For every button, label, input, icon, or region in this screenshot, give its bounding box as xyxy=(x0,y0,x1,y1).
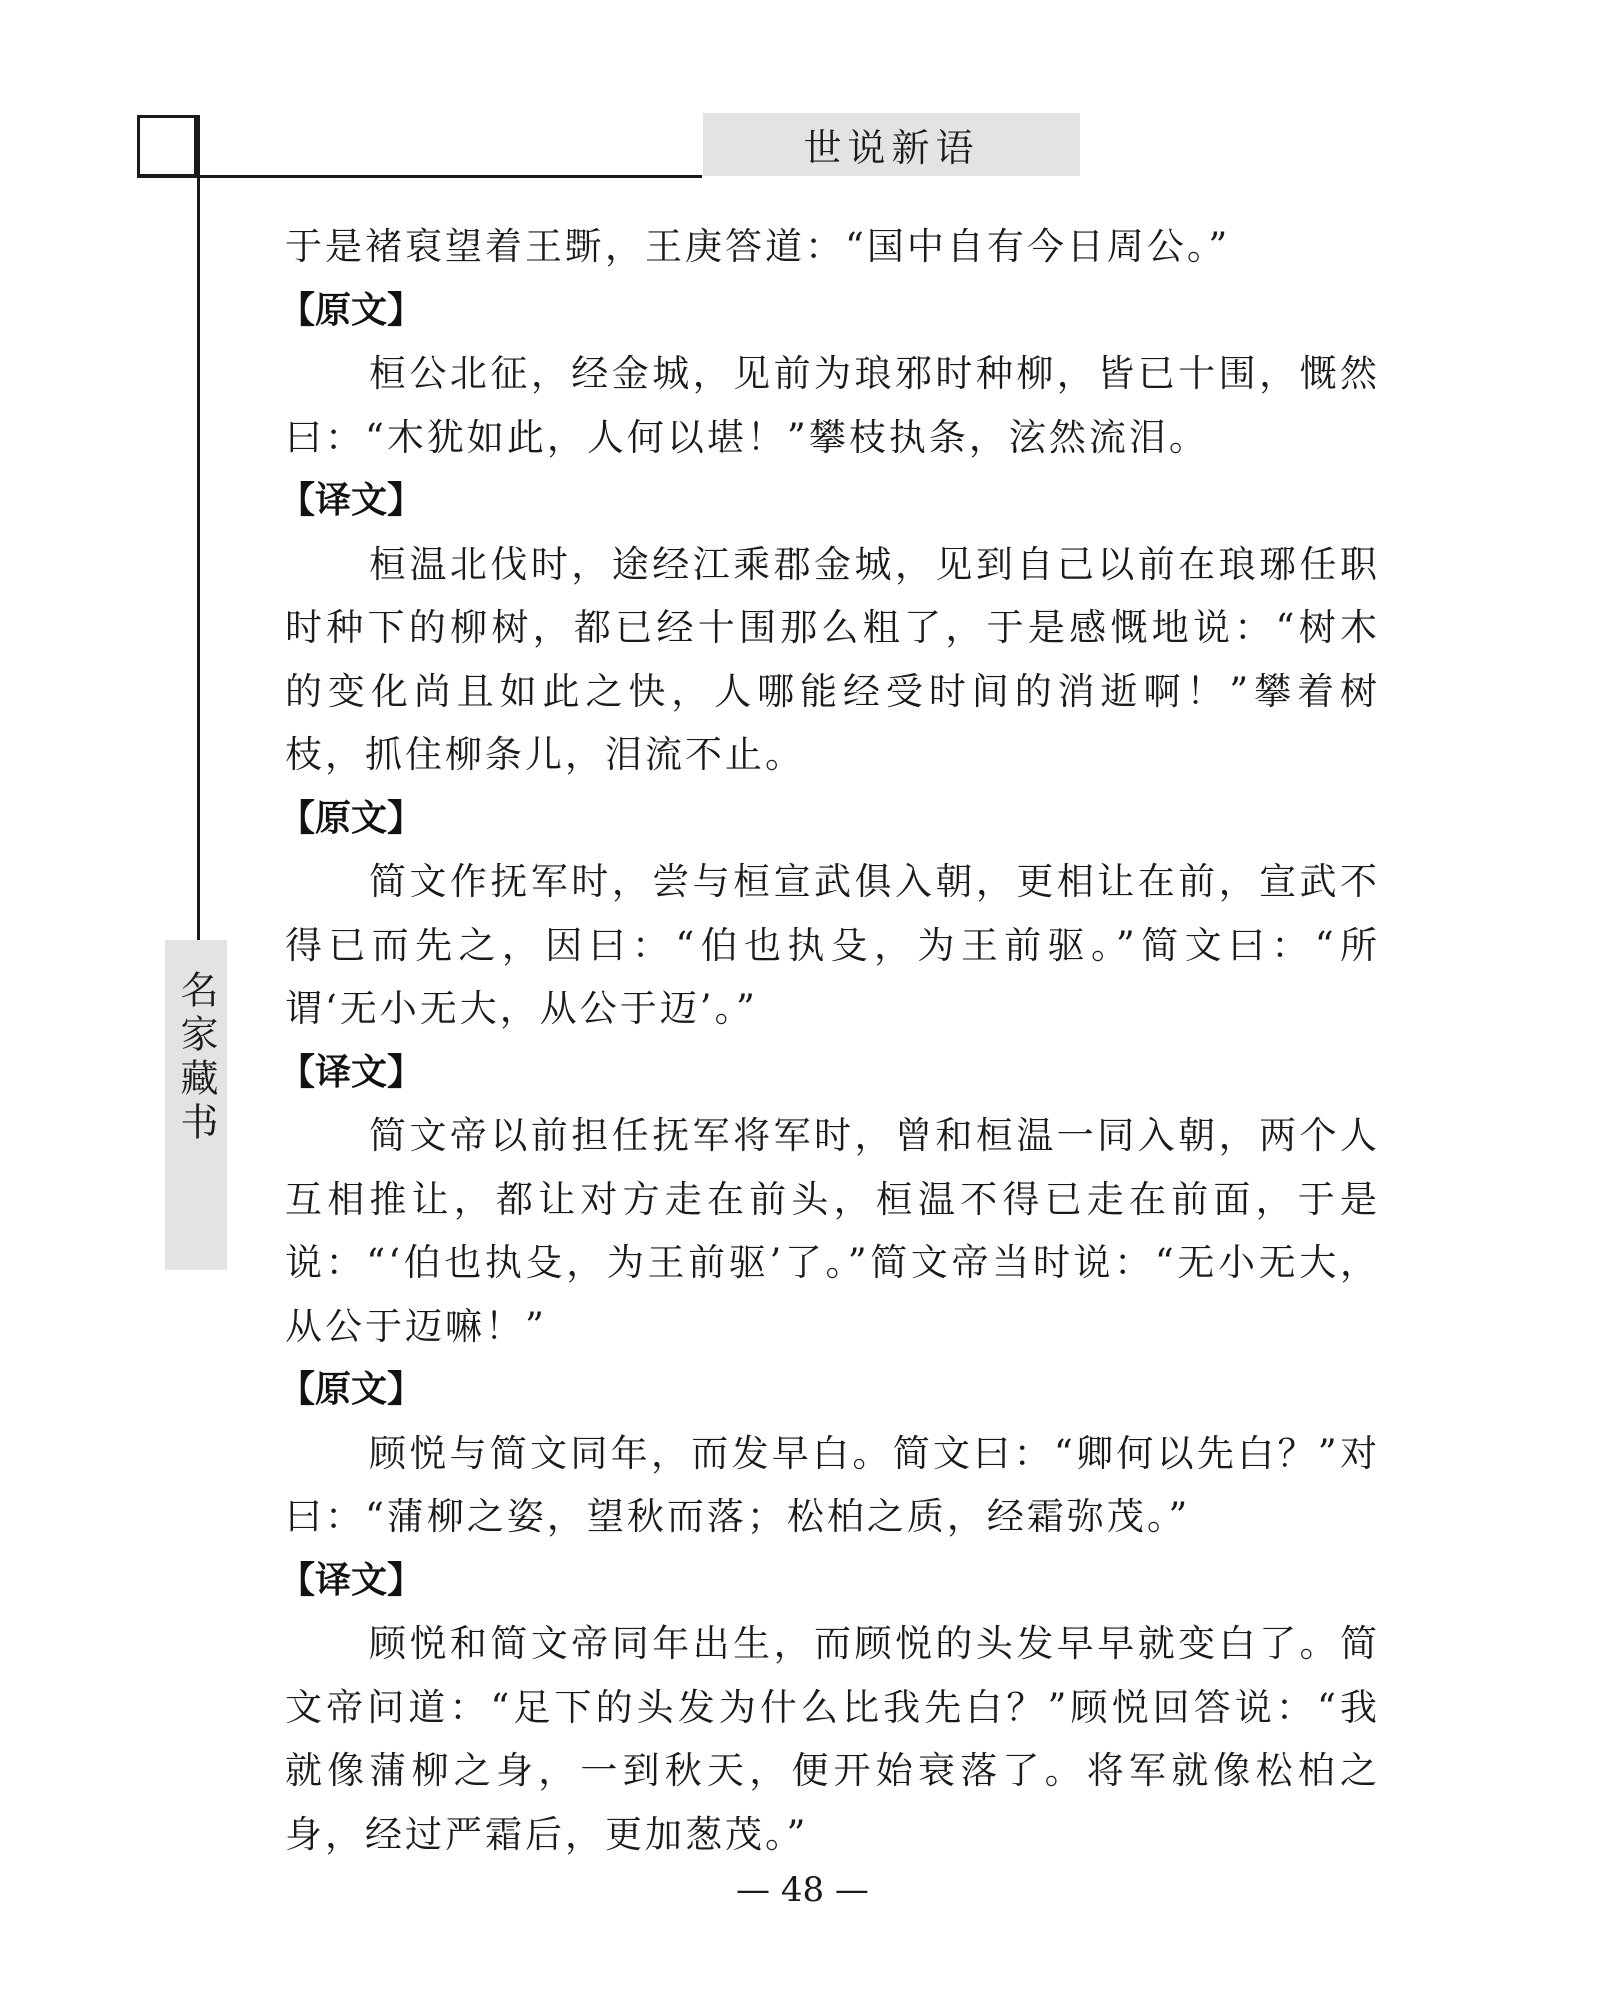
paragraph: 桓公北征，经金城，见前为琅邪时种柳，皆已十围，慨然曰：“木犹如此，人何以堪！”攀枝执条，泫然流泪。 xyxy=(285,352,1380,459)
paragraph: 桓温北伐时，途经江乘郡金城，见到自己以前在琅琊任职时种下的柳树，都已经十围那么粗了，于是感慨地说：“树木的变化尚且如此之快，人哪能经受时间的消逝啊！”攀着树枝，抓住柳条儿，泪流不止。 xyxy=(285,542,1380,776)
corner-frame-box xyxy=(137,115,197,177)
paragraph: 简文作抚军时，尝与桓宣武俱入朝，更相让在前，宣武不得已而先之，因曰：“伯也执殳，为王前驱。”简文曰：“所谓‘无小无大，从公于迈’。” xyxy=(285,860,1380,1030)
page-body xyxy=(279,215,1380,1866)
section-label-original: 【原文】 xyxy=(279,289,424,331)
running-header xyxy=(703,113,1080,176)
section-label-original: 【原文】 xyxy=(279,1369,424,1410)
section-label-original: 【原文】 xyxy=(279,797,424,839)
paragraph: 简文帝以前担任抚军将军时，曾和桓温一同入朝，两个人互相推让，都让对方走在前头，桓温不得已走在前面，于是说：“‘伯也执殳，为王前驱’了。”简文帝当时说：“无小无大，从公于迈嘛！” xyxy=(285,1114,1380,1348)
header-rule xyxy=(137,175,702,178)
section-label-translation: 【译文】 xyxy=(279,1051,424,1093)
margin-vertical-rule xyxy=(197,115,200,945)
page-number: — 48 — xyxy=(736,1870,869,1910)
book-title: 世说新语 xyxy=(803,126,980,170)
side-tab-label: 名家藏书 xyxy=(174,970,218,1146)
section-label-translation: 【译文】 xyxy=(279,480,424,521)
section-label-translation: 【译文】 xyxy=(279,1559,424,1601)
paragraph: 顾悦与简文同年，而发早白。简文曰：“卿何以先白？”对曰：“蒲柳之姿，望秋而落；松柏之质，经霜弥茂。” xyxy=(285,1431,1380,1538)
side-tab xyxy=(165,940,227,1270)
paragraph: 顾悦和简文帝同年出生，而顾悦的头发早早就变白了。简文帝问道：“足下的头发为什么比我先白？”顾悦回答说：“我就像蒲柳之身，一到秋天，便开始衰落了。将军就像松柏之身，经过严霜后，更加葱茂。” xyxy=(285,1622,1380,1856)
paragraph: 于是褚裒望着王斲，王庚答道：“国中自有今日周公。” xyxy=(285,225,1231,268)
